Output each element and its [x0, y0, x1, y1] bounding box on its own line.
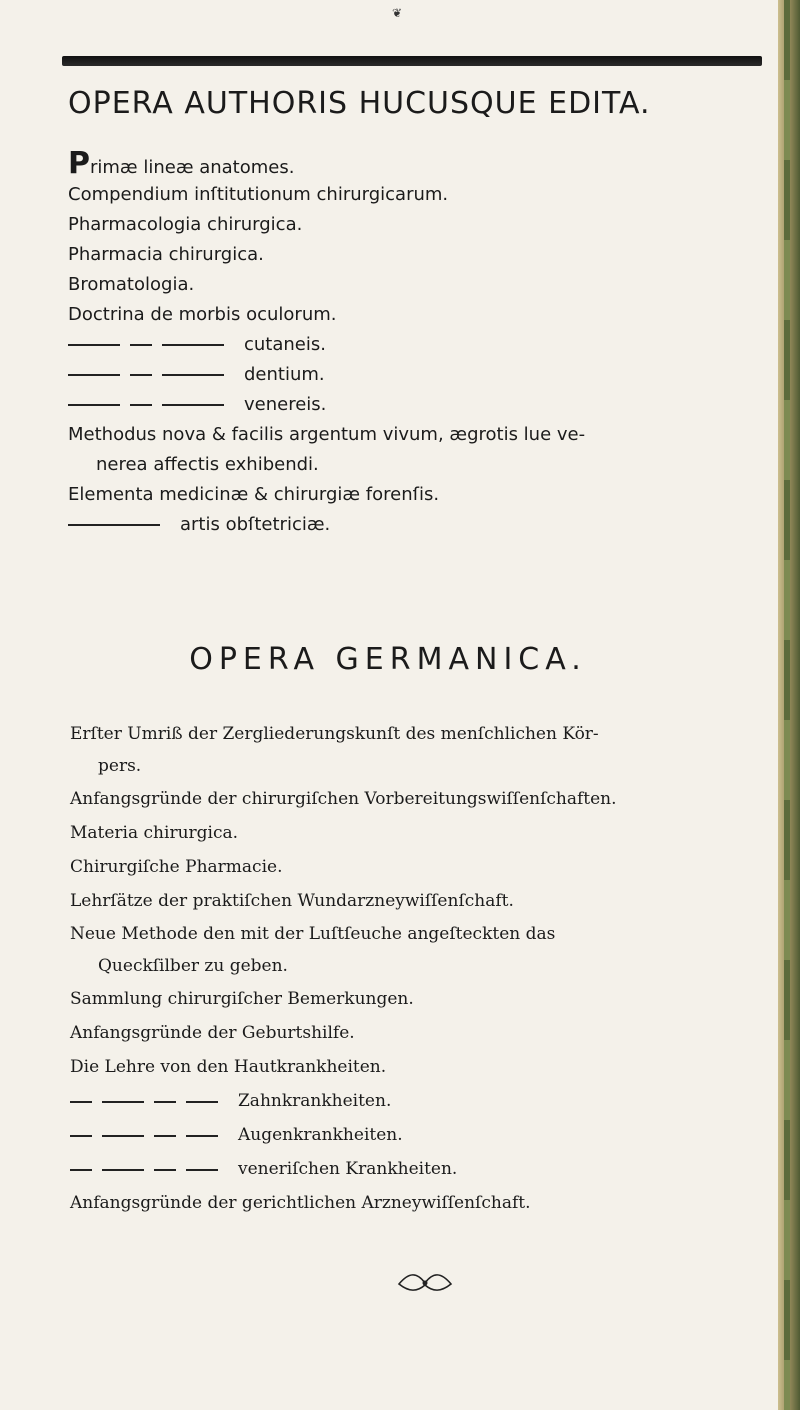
list-item: Bromatologia.: [68, 274, 195, 295]
page-mark-icon: ❦: [392, 6, 403, 20]
list-item: Materia chirurgica.: [70, 823, 239, 843]
list-item-continuation: Queckſilber zu geben.: [98, 956, 288, 976]
section-title: OPERA GERMANICA.: [189, 642, 587, 677]
list-item: Lehrſätze der praktiſchen Wundarzneywiſſenſchaft.: [70, 891, 514, 911]
top-rule: [62, 56, 762, 66]
ditto-dashes: [68, 330, 234, 360]
ditto-dashes: [70, 1153, 228, 1187]
latin-works-list: [68, 144, 768, 540]
ornament-icon: [395, 1270, 455, 1296]
list-item: Elementa medicinæ & chirurgiæ forenſis.: [68, 484, 440, 505]
list-item: Methodus nova & facilis argentum vivum, ægrotis lue ve-: [68, 424, 586, 445]
book-edge: [778, 0, 800, 1410]
list-item: Anfangsgründe der gerichtlichen Arzneywiſſenſchaft.: [70, 1193, 531, 1213]
list-item: Pharmacologia chirurgica.: [68, 214, 303, 235]
list-item: cutaneis.: [68, 330, 768, 360]
list-item: artis obſtetriciæ.: [68, 510, 768, 540]
ditto-dashes: [70, 1085, 228, 1119]
list-item: Anfangsgründe der Geburtshilfe.: [70, 1023, 355, 1043]
page-title: OPERA AUTHORIS HUCUSQUE EDITA.: [68, 86, 651, 121]
list-item: dentium.: [68, 360, 768, 390]
list-item: Chirurgiſche Pharmacie.: [70, 857, 283, 877]
drop-initial: P: [68, 146, 90, 181]
list-item: Neue Methode den mit der Luſtſeuche angeſteckten das: [70, 924, 556, 944]
list-item: Sammlung chirurgiſcher Bemerkungen.: [70, 989, 414, 1009]
list-item: Primæ lineæ anatomes.: [68, 146, 295, 181]
list-item: Pharmacia chirurgica.: [68, 244, 264, 265]
ditto-dashes: [68, 510, 170, 540]
list-item-continuation: nerea affectis exhibendi.: [96, 454, 319, 475]
ditto-dashes: [68, 360, 234, 390]
list-item: Doctrina de morbis oculorum.: [68, 304, 337, 325]
list-item: Augenkrankheiten.: [70, 1118, 770, 1152]
list-item: Zahnkrankheiten.: [70, 1084, 770, 1118]
german-works-list: [70, 718, 770, 1220]
ditto-dashes: [68, 390, 234, 420]
list-item: Anfangsgründe der chirurgiſchen Vorbereitungswiſſenſchaften.: [70, 789, 617, 809]
list-item: venereis.: [68, 390, 768, 420]
list-item: Compendium inſtitutionum chirurgicarum.: [68, 184, 449, 205]
list-item: Erſter Umriß der Zergliederungskunſt des menſchlichen Kör-: [70, 724, 599, 744]
list-item-continuation: pers.: [98, 756, 142, 776]
list-item: Die Lehre von den Hautkrankheiten.: [70, 1057, 387, 1077]
list-item: veneriſchen Krankheiten.: [70, 1152, 770, 1186]
ditto-dashes: [70, 1119, 228, 1153]
